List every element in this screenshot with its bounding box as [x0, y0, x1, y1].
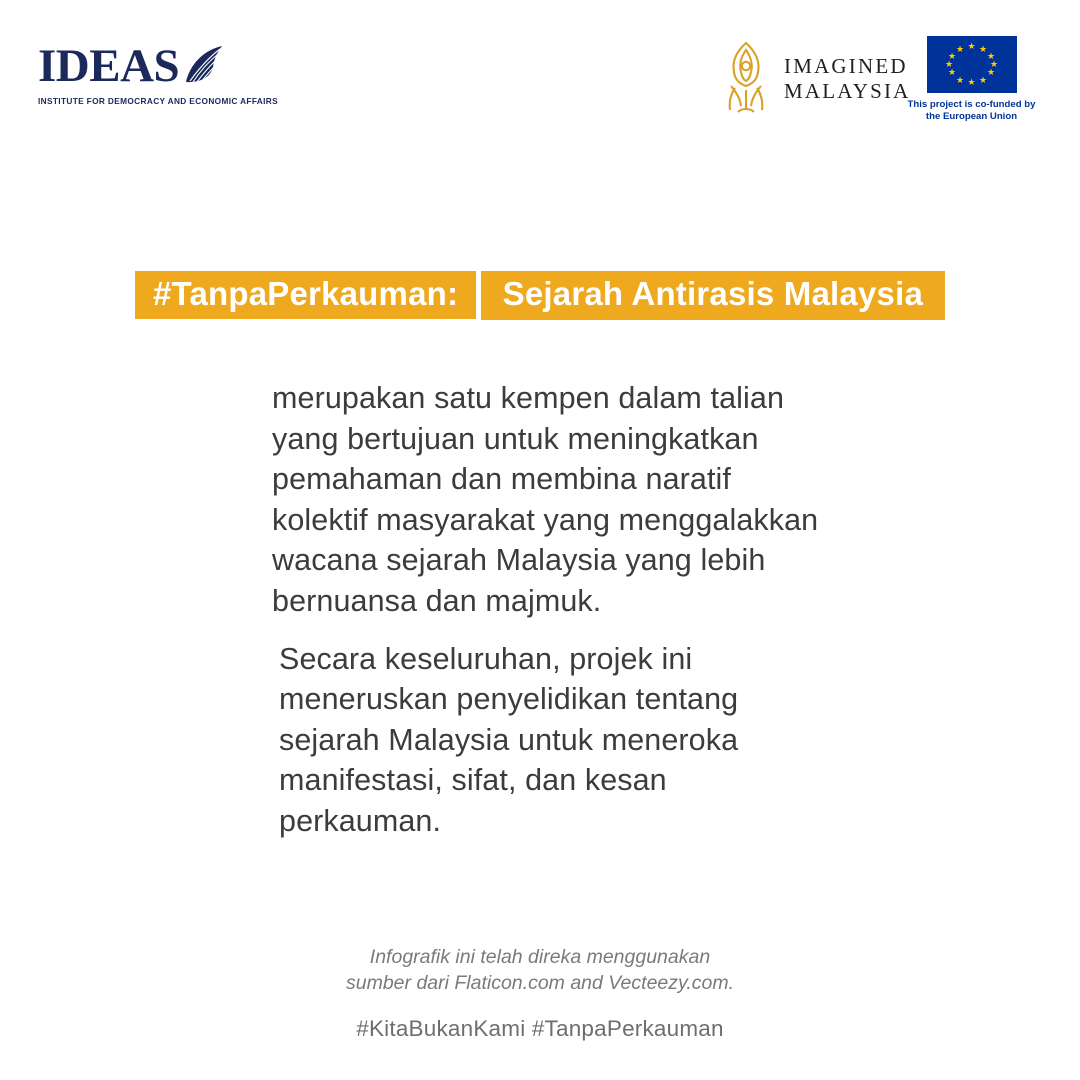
eu-funding-block — [899, 36, 1044, 124]
eu-star: ★ — [955, 74, 965, 85]
body-paragraph-2: Secara keseluruhan, projek ini meneruskan penyelidikan tentang sejarah Malaysia untuk meneroka manifestasi, sifat, dan kesan perkauman. — [279, 641, 739, 838]
title-line-2: Sejarah Antirasis Malaysia — [481, 271, 945, 320]
ideas-logo — [38, 42, 338, 106]
eu-star: ★ — [986, 67, 996, 77]
eu-star: ★ — [955, 43, 965, 54]
eu-star: ★ — [978, 43, 988, 54]
header — [0, 0, 1080, 150]
credit-line-2: sumber dari Flaticon.com and Vecteezy.com. — [346, 972, 734, 994]
credit-note — [0, 944, 1080, 996]
eu-caption — [899, 99, 1044, 124]
leaf-fan-icon — [180, 42, 226, 88]
imagined-malaysia-line2: MALAYSIA — [784, 79, 911, 103]
eu-star: ★ — [947, 67, 957, 77]
body-paragraph-1: merupakan satu kempen dalam talian yang bertujuan untuk meningkatkan pemahaman dan membina naratif kolektif masyarakat yang menggalakkan wacana sejarah Malaysia yang lebih bernuansa dan majmuk. — [272, 381, 819, 618]
eu-star: ★ — [967, 77, 976, 87]
page-title — [0, 268, 1080, 320]
footer — [0, 944, 1080, 1042]
ideas-wordmark: IDEAS — [38, 40, 180, 93]
eu-star: ★ — [989, 59, 999, 69]
imagined-malaysia-logo — [722, 40, 911, 118]
eu-caption-line2: the European Union — [925, 111, 1018, 123]
body-copy — [272, 378, 820, 842]
hashtags: #KitaBukanKami #TanpaPerkauman — [356, 1016, 724, 1041]
imagined-malaysia-line1: IMAGINED — [784, 54, 908, 79]
eu-star: ★ — [967, 41, 976, 51]
title-line-1: #TanpaPerkauman: — [135, 271, 476, 319]
eu-star: ★ — [944, 59, 954, 69]
ideas-logo-row — [38, 40, 338, 93]
imagined-malaysia-wordmark — [784, 54, 911, 104]
eu-star: ★ — [978, 74, 988, 85]
ideas-tagline: INSTITUTE FOR DEMOCRACY AND ECONOMIC AFFAIRS — [38, 96, 279, 106]
eu-star: ★ — [947, 51, 957, 61]
european-union-flag — [927, 36, 1017, 93]
credit-line-1: Infografik ini telah direka menggunakan — [369, 946, 711, 968]
eu-star: ★ — [986, 51, 996, 61]
eu-caption-line1: This project is co-funded by — [907, 99, 1036, 110]
ornamental-motif-icon — [722, 40, 770, 118]
